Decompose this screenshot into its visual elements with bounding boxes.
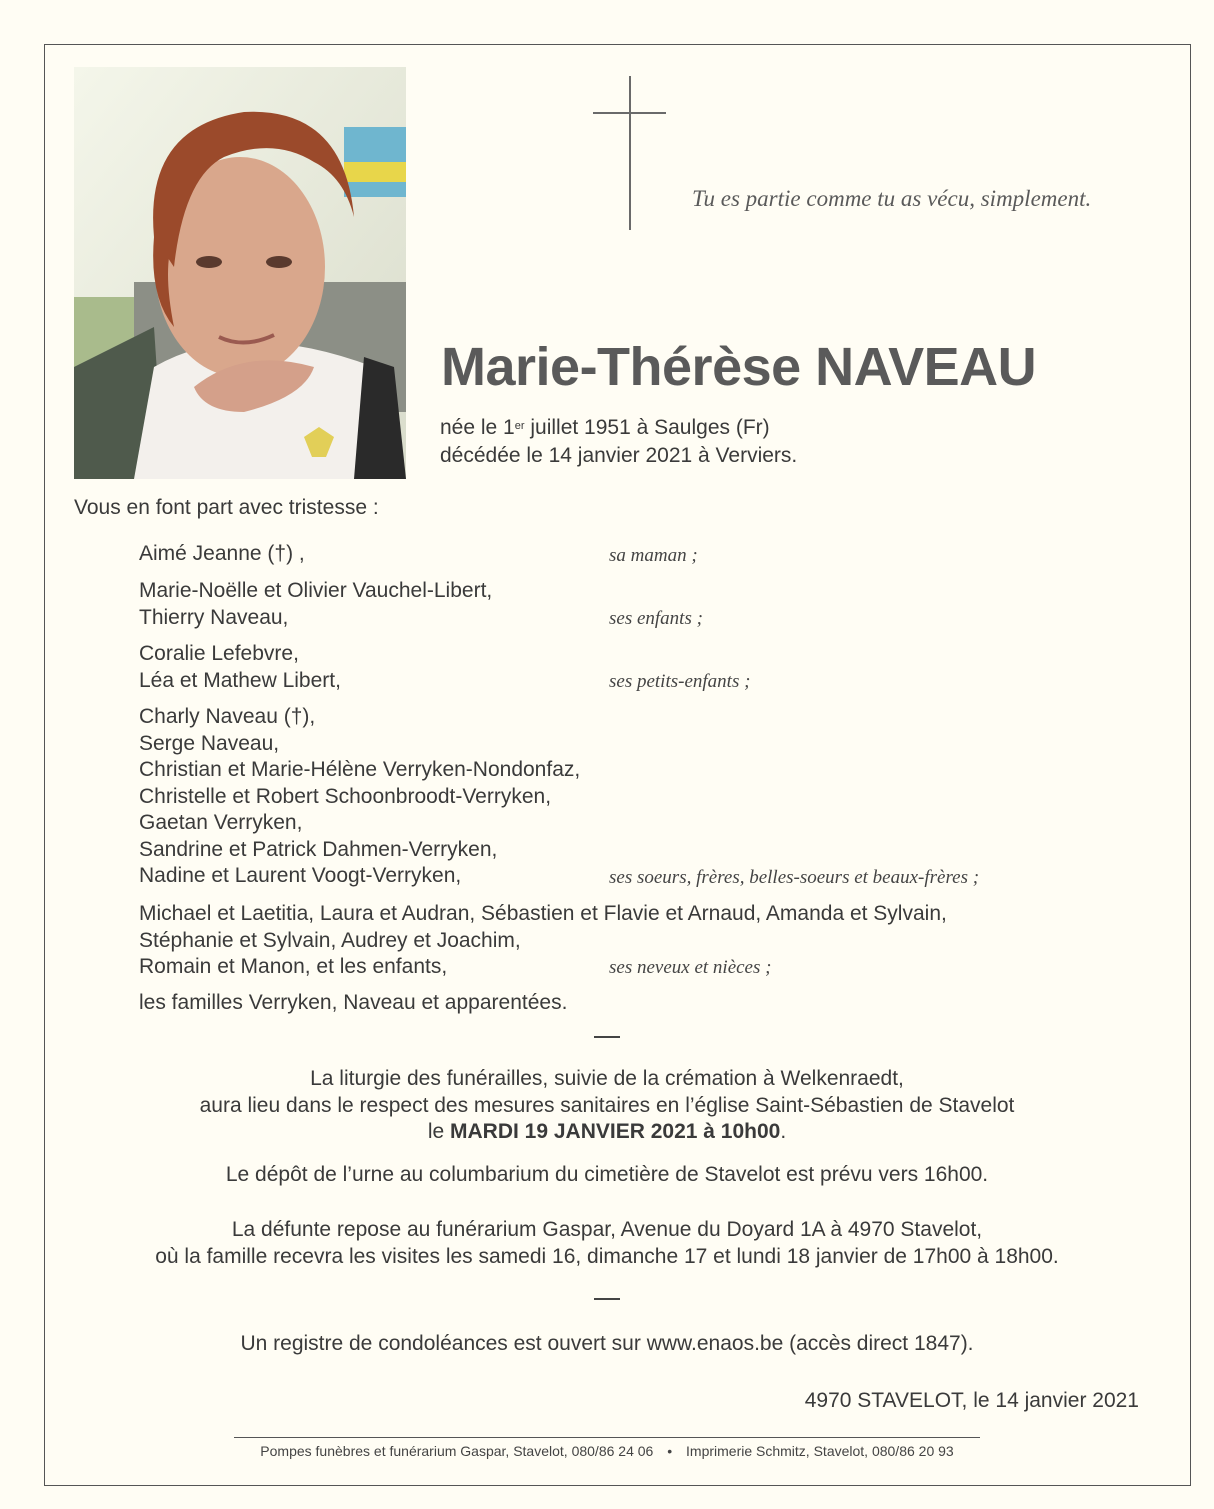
portrait-photo — [74, 67, 406, 479]
family-line: Nadine et Laurent Voogt-Verryken, — [139, 864, 462, 887]
relation-mother: sa maman ; — [609, 545, 698, 566]
relation-grandchildren: ses petits-enfants ; — [609, 671, 751, 692]
birth-ordinal: er — [514, 420, 525, 432]
cross-horizontal — [593, 112, 666, 114]
ceremony-date-line — [0, 1119, 1214, 1146]
family-group-families — [139, 990, 567, 1017]
funeral-home-credit: Pompes funèbres et funérarium Gaspar, Stavelot, 080/86 24 06 — [260, 1443, 654, 1459]
birth-death-dates — [440, 414, 797, 470]
family-line: les familles Verryken, Naveau et apparentées. — [139, 991, 568, 1014]
family-line: Marie-Noëlle et Olivier Vauchel-Libert, — [139, 579, 493, 602]
family-line: Coralie Lefebvre, — [139, 642, 299, 665]
separator-dash — [594, 1036, 620, 1038]
family-group-grandchildren — [139, 641, 341, 694]
printer-credit: Imprimerie Schmitz, Stavelot, 080/86 20 93 — [686, 1443, 954, 1459]
ceremony-info — [0, 1066, 1214, 1146]
deceased-name: Marie-Thérèse NAVEAU — [441, 337, 1037, 397]
family-group-siblings — [139, 704, 580, 890]
relation-nephews: ses neveux et nièces ; — [609, 957, 772, 978]
family-group-nephews — [139, 901, 947, 981]
birth-prefix: née le 1 — [440, 416, 515, 439]
separator-dash — [594, 1298, 620, 1300]
family-line: Charly Naveau (†), — [139, 705, 316, 728]
ceremony-date-prefix: le — [427, 1120, 450, 1143]
family-line: Léa et Mathew Libert, — [139, 668, 341, 692]
intro-text: Vous en font part avec tristesse : — [74, 496, 379, 519]
footer-separator: • — [667, 1443, 673, 1459]
family-line: Christian et Marie-Hélène Verryken-Nondonfaz, — [139, 758, 581, 781]
family-line: Romain et Manon, et les enfants, — [139, 955, 448, 978]
family-line: Thierry Naveau, — [139, 605, 289, 629]
family-line: Aimé Jeanne (†) , — [139, 542, 305, 565]
family-line: Gaetan Verryken, — [139, 811, 303, 834]
relation-children: ses enfants ; — [609, 608, 703, 629]
footer-rule — [234, 1437, 980, 1438]
ceremony-line: aura lieu dans le respect des mesures sanitaires en l’église Saint-Sébastien de Stavelot — [199, 1093, 1015, 1117]
urn-info: Le dépôt de l’urne au columbarium du cimetière de Stavelot est prévu vers 16h00. — [225, 1163, 989, 1186]
cross-vertical — [629, 76, 631, 230]
family-line: Serge Naveau, — [139, 731, 280, 755]
family-line: Sandrine et Patrick Dahmen-Verryken, — [139, 837, 498, 861]
visit-info — [0, 1217, 1214, 1270]
family-line: Christelle et Robert Schoonbroodt-Verryken, — [139, 784, 552, 808]
family-group-mother — [139, 541, 305, 568]
birth-line — [440, 414, 797, 442]
place-date: 4970 STAVELOT, le 14 janvier 2021 — [804, 1389, 1139, 1412]
family-line: Michael et Laetitia, Laura et Audran, Sébastien et Flavie et Arnaud, Amanda et Sylvain, — [139, 902, 947, 925]
ceremony-line: La liturgie des funérailles, suivie de la crémation à Welkenraedt, — [310, 1067, 904, 1090]
condolence-register: Un registre de condoléances est ouvert sur www.enaos.be (accès direct 1847). — [240, 1332, 974, 1355]
relation-siblings: ses soeurs, frères, belles-soeurs et beaux-frères ; — [609, 867, 980, 888]
family-group-children — [139, 578, 492, 631]
birth-suffix: juillet 1951 à Saulges (Fr) — [524, 416, 770, 439]
ceremony-date: MARDI 19 JANVIER 2021 à 10h00 — [450, 1120, 781, 1143]
epitaph-quote: Tu es partie comme tu as vécu, simplement. — [692, 186, 1092, 211]
footer-credits — [0, 1443, 1214, 1459]
visit-line: La défunte repose au funérarium Gaspar, Avenue du Doyard 1A à 4970 Stavelot, — [231, 1218, 983, 1241]
visit-line: où la famille recevra les visites les samedi 16, dimanche 17 et lundi 18 janvier de 17h00 à 18h00. — [155, 1244, 1059, 1268]
death-line: décédée le 14 janvier 2021 à Verviers. — [440, 444, 798, 467]
family-line: Stéphanie et Sylvain, Audrey et Joachim, — [139, 928, 521, 952]
ceremony-date-suffix: . — [780, 1120, 787, 1143]
